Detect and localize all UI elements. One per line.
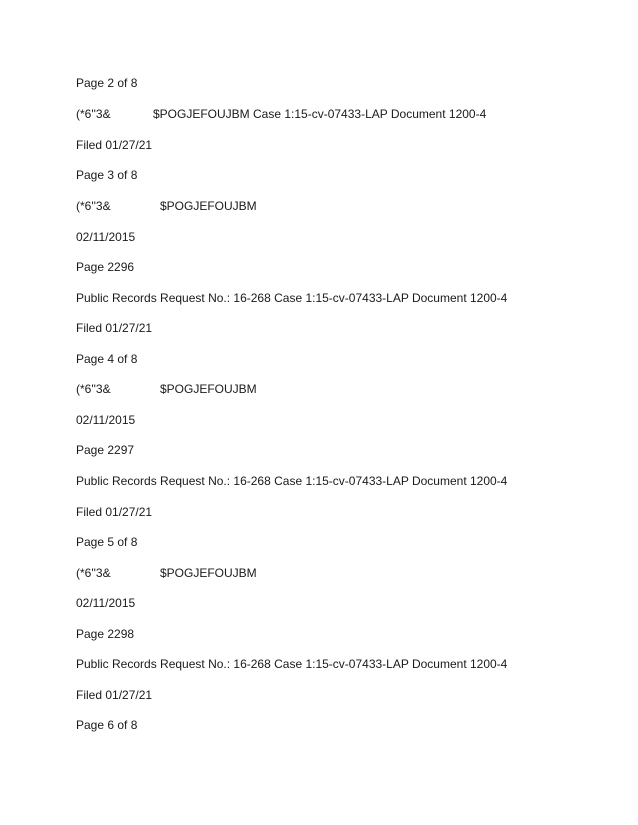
header-line (76, 565, 257, 581)
page-number-line (76, 351, 137, 367)
header-line (76, 106, 486, 122)
line-text: 02/11/2015 (76, 230, 136, 244)
header-line (76, 381, 257, 397)
line-text: Filed 01/27/21 (76, 138, 153, 152)
filed-date-line (76, 504, 152, 520)
filed-date-line (76, 687, 152, 703)
line-text: $POGJEFOUJBM Case 1:15-cv-07433-LAP Document 1200-4 (153, 107, 487, 121)
line-text: $POGJEFOUJBM (160, 382, 257, 396)
bates-page-line (76, 626, 134, 642)
line-text: $POGJEFOUJBM (160, 199, 257, 213)
line-text: Filed 01/27/21 (76, 688, 153, 702)
line-text: Public Records Request No.: 16-268 Case 1:15-cv-07433-LAP Document 1200-4 (76, 291, 508, 305)
line-text: Page 5 of 8 (76, 535, 138, 549)
line-text: Page 2298 (76, 627, 135, 641)
line-text: Public Records Request No.: 16-268 Case 1:15-cv-07433-LAP Document 1200-4 (76, 657, 508, 671)
line-label: (*6''3& (76, 382, 111, 396)
records-request-line (76, 473, 507, 489)
page-number-line (76, 717, 137, 733)
line-text: Filed 01/27/21 (76, 505, 153, 519)
page-number-line (76, 167, 137, 183)
page-number-line (76, 534, 137, 550)
bates-page-line (76, 442, 134, 458)
line-text: Page 2 of 8 (76, 76, 138, 90)
date-line (76, 595, 135, 611)
line-text: Public Records Request No.: 16-268 Case 1:15-cv-07433-LAP Document 1200-4 (76, 474, 508, 488)
line-text: Page 3 of 8 (76, 168, 138, 182)
line-label: (*6''3& (76, 199, 111, 213)
line-text: Filed 01/27/21 (76, 321, 153, 335)
records-request-line (76, 290, 507, 306)
bates-page-line (76, 259, 134, 275)
date-line (76, 229, 135, 245)
line-text: Page 2296 (76, 260, 135, 274)
filed-date-line (76, 137, 152, 153)
records-request-line (76, 656, 507, 672)
line-text: $POGJEFOUJBM (160, 566, 257, 580)
filed-date-line (76, 320, 152, 336)
line-text: Page 2297 (76, 443, 135, 457)
line-text: 02/11/2015 (76, 413, 136, 427)
line-label: (*6''3& (76, 566, 111, 580)
page-number-line (76, 75, 137, 91)
line-text: Page 6 of 8 (76, 718, 138, 732)
date-line (76, 412, 135, 428)
line-label: (*6''3& (76, 107, 111, 121)
line-text: Page 4 of 8 (76, 352, 138, 366)
header-line (76, 198, 257, 214)
line-text: 02/11/2015 (76, 596, 136, 610)
